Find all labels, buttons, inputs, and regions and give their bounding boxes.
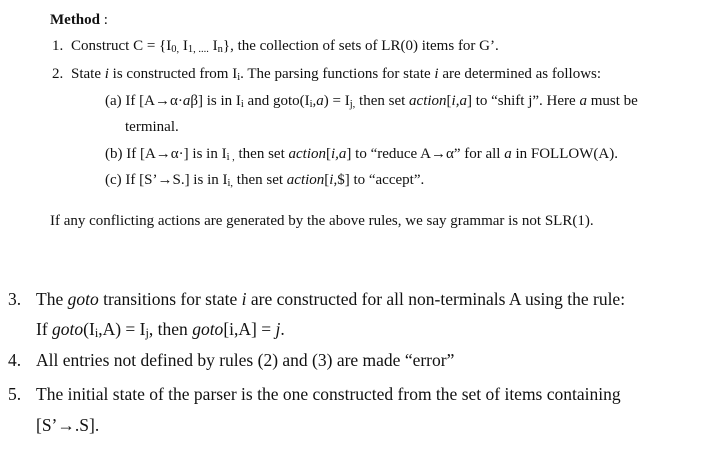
rule-5-line-2: [S’→.S].: [36, 415, 100, 435]
method-sub-b: (b) If [A→α·] is in $I_{i ,}$ then set action[i,a] to “reduce A→α” for all a in FOLLOW(A).: [105, 146, 618, 163]
method-sub-a-continued: terminal.: [125, 119, 179, 135]
rule-3-line-1: The goto transitions for state i are constructed for all non-terminals A using the rule:: [36, 289, 626, 309]
method-heading-colon: :: [100, 12, 108, 28]
rule-4-line-1: All entries not defined by rules (2) and (3) are made “error”: [36, 350, 455, 370]
method-heading: [50, 12, 108, 29]
method-step-2: State i is constructed from $I_i$. The parsing functions for state i are determined as follows:: [71, 66, 602, 83]
method-sub-a: (a) If [A→α·aβ] is in $I_i$ and $goto(I_i,a) = I_{j,}$ then set action[i,a] to “shift j”. Here a must be: [105, 93, 638, 110]
method-heading-text: Method: [50, 12, 100, 28]
rule-3-line-2: If $goto(I_i,A) = I_j$, then goto[i,A] = j.: [36, 319, 285, 340]
rule-3-number: 3.: [8, 289, 22, 309]
method-step-1: Construct $C = \{I_{0,}$ $I_{1, ....}$ $I_n$}, the collection of sets of LR(0) items for G’.: [71, 38, 499, 55]
method-step-2-number: 2.: [52, 66, 64, 82]
rule-4-number: 4.: [8, 350, 22, 370]
method-step-1-number: 1.: [52, 38, 64, 54]
method-sub-c: (c) If [S’→S.] is in $I_{i,}$ then set action[i,$] to “accept”.: [105, 172, 425, 189]
slr-conflict-note: If any conflicting actions are generated by the above rules, we say grammar is not SLR(1).: [50, 213, 594, 229]
rule-5-line-1: The initial state of the parser is the one constructed from the set of items containing: [36, 384, 621, 404]
rule-5-number: 5.: [8, 384, 22, 404]
